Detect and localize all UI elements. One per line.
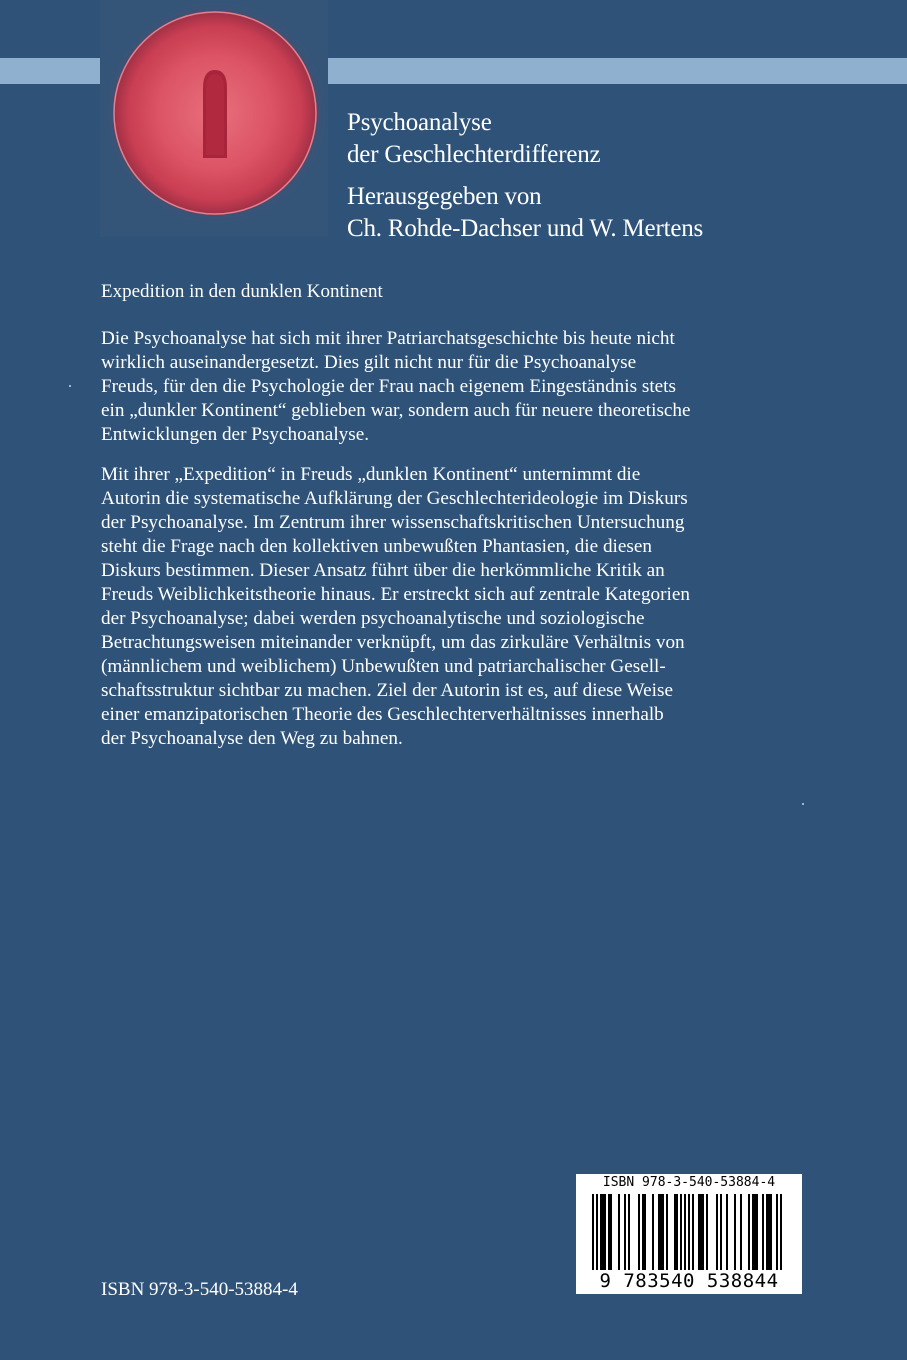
barcode-bar (676, 1194, 678, 1270)
barcode-bar (642, 1194, 644, 1270)
barcode-bar (706, 1194, 708, 1270)
decorative-stripe-left (0, 58, 100, 84)
series-header (347, 107, 887, 245)
blurb-line: einer emanzipatorischen Theorie des Geschlechterverhältnisses innerhalb (101, 704, 664, 725)
barcode-bar (604, 1194, 606, 1270)
barcode-bar (770, 1194, 772, 1270)
barcode-bar (734, 1194, 736, 1270)
barcode-bar (658, 1194, 660, 1270)
barcode-bar (752, 1194, 754, 1270)
book-title: Expedition in den dunklen Kontinent (101, 281, 383, 302)
barcode-digits: 9 783540 538844 (576, 1270, 802, 1292)
barcode-bar (680, 1194, 682, 1270)
barcode-bar (674, 1194, 676, 1270)
decorative-stripe-right (328, 58, 907, 84)
barcode-bar (660, 1194, 662, 1270)
blurb-line: der Psychoanalyse. Im Zentrum ihrer wissenschaftskritischen Untersuchung (101, 512, 685, 533)
series-editors-line2: Ch. Rohde-Dachser und W. Mertens (347, 215, 704, 242)
barcode-bar (610, 1194, 612, 1270)
barcode-bar (698, 1194, 700, 1270)
blurb-paragraph-1 (101, 327, 831, 447)
barcode-bar (618, 1194, 620, 1270)
barcode-bar (666, 1194, 668, 1270)
barcode-bar (702, 1194, 704, 1270)
barcode-bar (768, 1194, 770, 1270)
blurb-line: Die Psychoanalyse hat sich mit ihrer Patriarchatsgeschichte bis heute nicht (101, 328, 675, 349)
blurb-line: Mit ihrer „Expedition“ in Freuds „dunklen Kontinent“ unternimmt die (101, 464, 641, 485)
barcode-bar (716, 1194, 718, 1270)
barcode-bar (754, 1194, 756, 1270)
barcode-bar (608, 1194, 610, 1270)
cover-artwork (100, 0, 328, 237)
barcode-bar (700, 1194, 702, 1270)
barcode-bar (644, 1194, 646, 1270)
blurb-line: Diskurs bestimmen. Dieser Ansatz führt über die herkömmliche Kritik an (101, 560, 665, 581)
blurb-line: Betrachtungsweisen miteinander verknüpft, um das zirkuläre Verhältnis von (101, 632, 685, 653)
barcode-bar (748, 1194, 750, 1270)
blurb-line: Autorin die systematische Aufklärung der Geschlechterideologie im Diskurs (101, 488, 688, 509)
barcode-bar (720, 1194, 722, 1270)
print-speck (802, 803, 804, 805)
barcode-bar (756, 1194, 758, 1270)
blurb-line: Freuds, für den die Psychologie der Frau nach eigenem Eingeständnis stets (101, 376, 676, 397)
barcode-bar (600, 1194, 602, 1270)
blurb-line: Entwicklungen der Psychoanalyse. (101, 424, 370, 445)
barcode-bar (602, 1194, 604, 1270)
barcode (576, 1174, 802, 1294)
series-title-line2: der Geschlechterdifferenz (347, 141, 601, 168)
barcode-bar (726, 1194, 728, 1270)
series-editors-line1: Herausgegeben von (347, 183, 542, 210)
barcode-bar (692, 1194, 694, 1270)
series-title-line1: Psychoanalyse (347, 109, 492, 136)
barcode-bar (762, 1194, 764, 1270)
blurb-line: Freuds Weiblichkeitstheorie hinaus. Er erstreckt sich auf zentrale Kategorien (101, 584, 690, 605)
blurb-line: der Psychoanalyse den Weg zu bahnen. (101, 728, 403, 749)
barcode-bar (628, 1194, 630, 1270)
barcode-bar (740, 1194, 742, 1270)
isbn-text: ISBN 978-3-540-53884-4 (101, 1279, 298, 1300)
blurb-text (101, 327, 831, 767)
barcode-bar (652, 1194, 654, 1270)
blurb-line: der Psychoanalyse; dabei werden psychoanalytische und soziologische (101, 608, 645, 629)
blurb-line: steht die Frage nach den kollektiven unbewußten Phantasien, die diesen (101, 536, 652, 557)
barcode-bar (638, 1194, 640, 1270)
blurb-paragraph-2 (101, 463, 831, 751)
blurb-line: (männlichem und weiblichem) Unbewußten und patriarchalischer Gesell- (101, 656, 666, 677)
barcode-bar (766, 1194, 768, 1270)
barcode-isbn-label: ISBN 978-3-540-53884-4 (602, 1175, 776, 1190)
blurb-line: schaftsstruktur sichtbar zu machen. Ziel der Autorin ist es, auf diese Weise (101, 680, 673, 701)
print-speck (69, 385, 71, 387)
barcode-bar (624, 1194, 626, 1270)
barcode-bar (662, 1194, 664, 1270)
blurb-line: ein „dunkler Kontinent“ geblieben war, sondern auch für neuere theoretische (101, 400, 691, 421)
blurb-line: wirklich auseinandergesetzt. Dies gilt nicht nur für die Psychoanalyse (101, 352, 637, 373)
